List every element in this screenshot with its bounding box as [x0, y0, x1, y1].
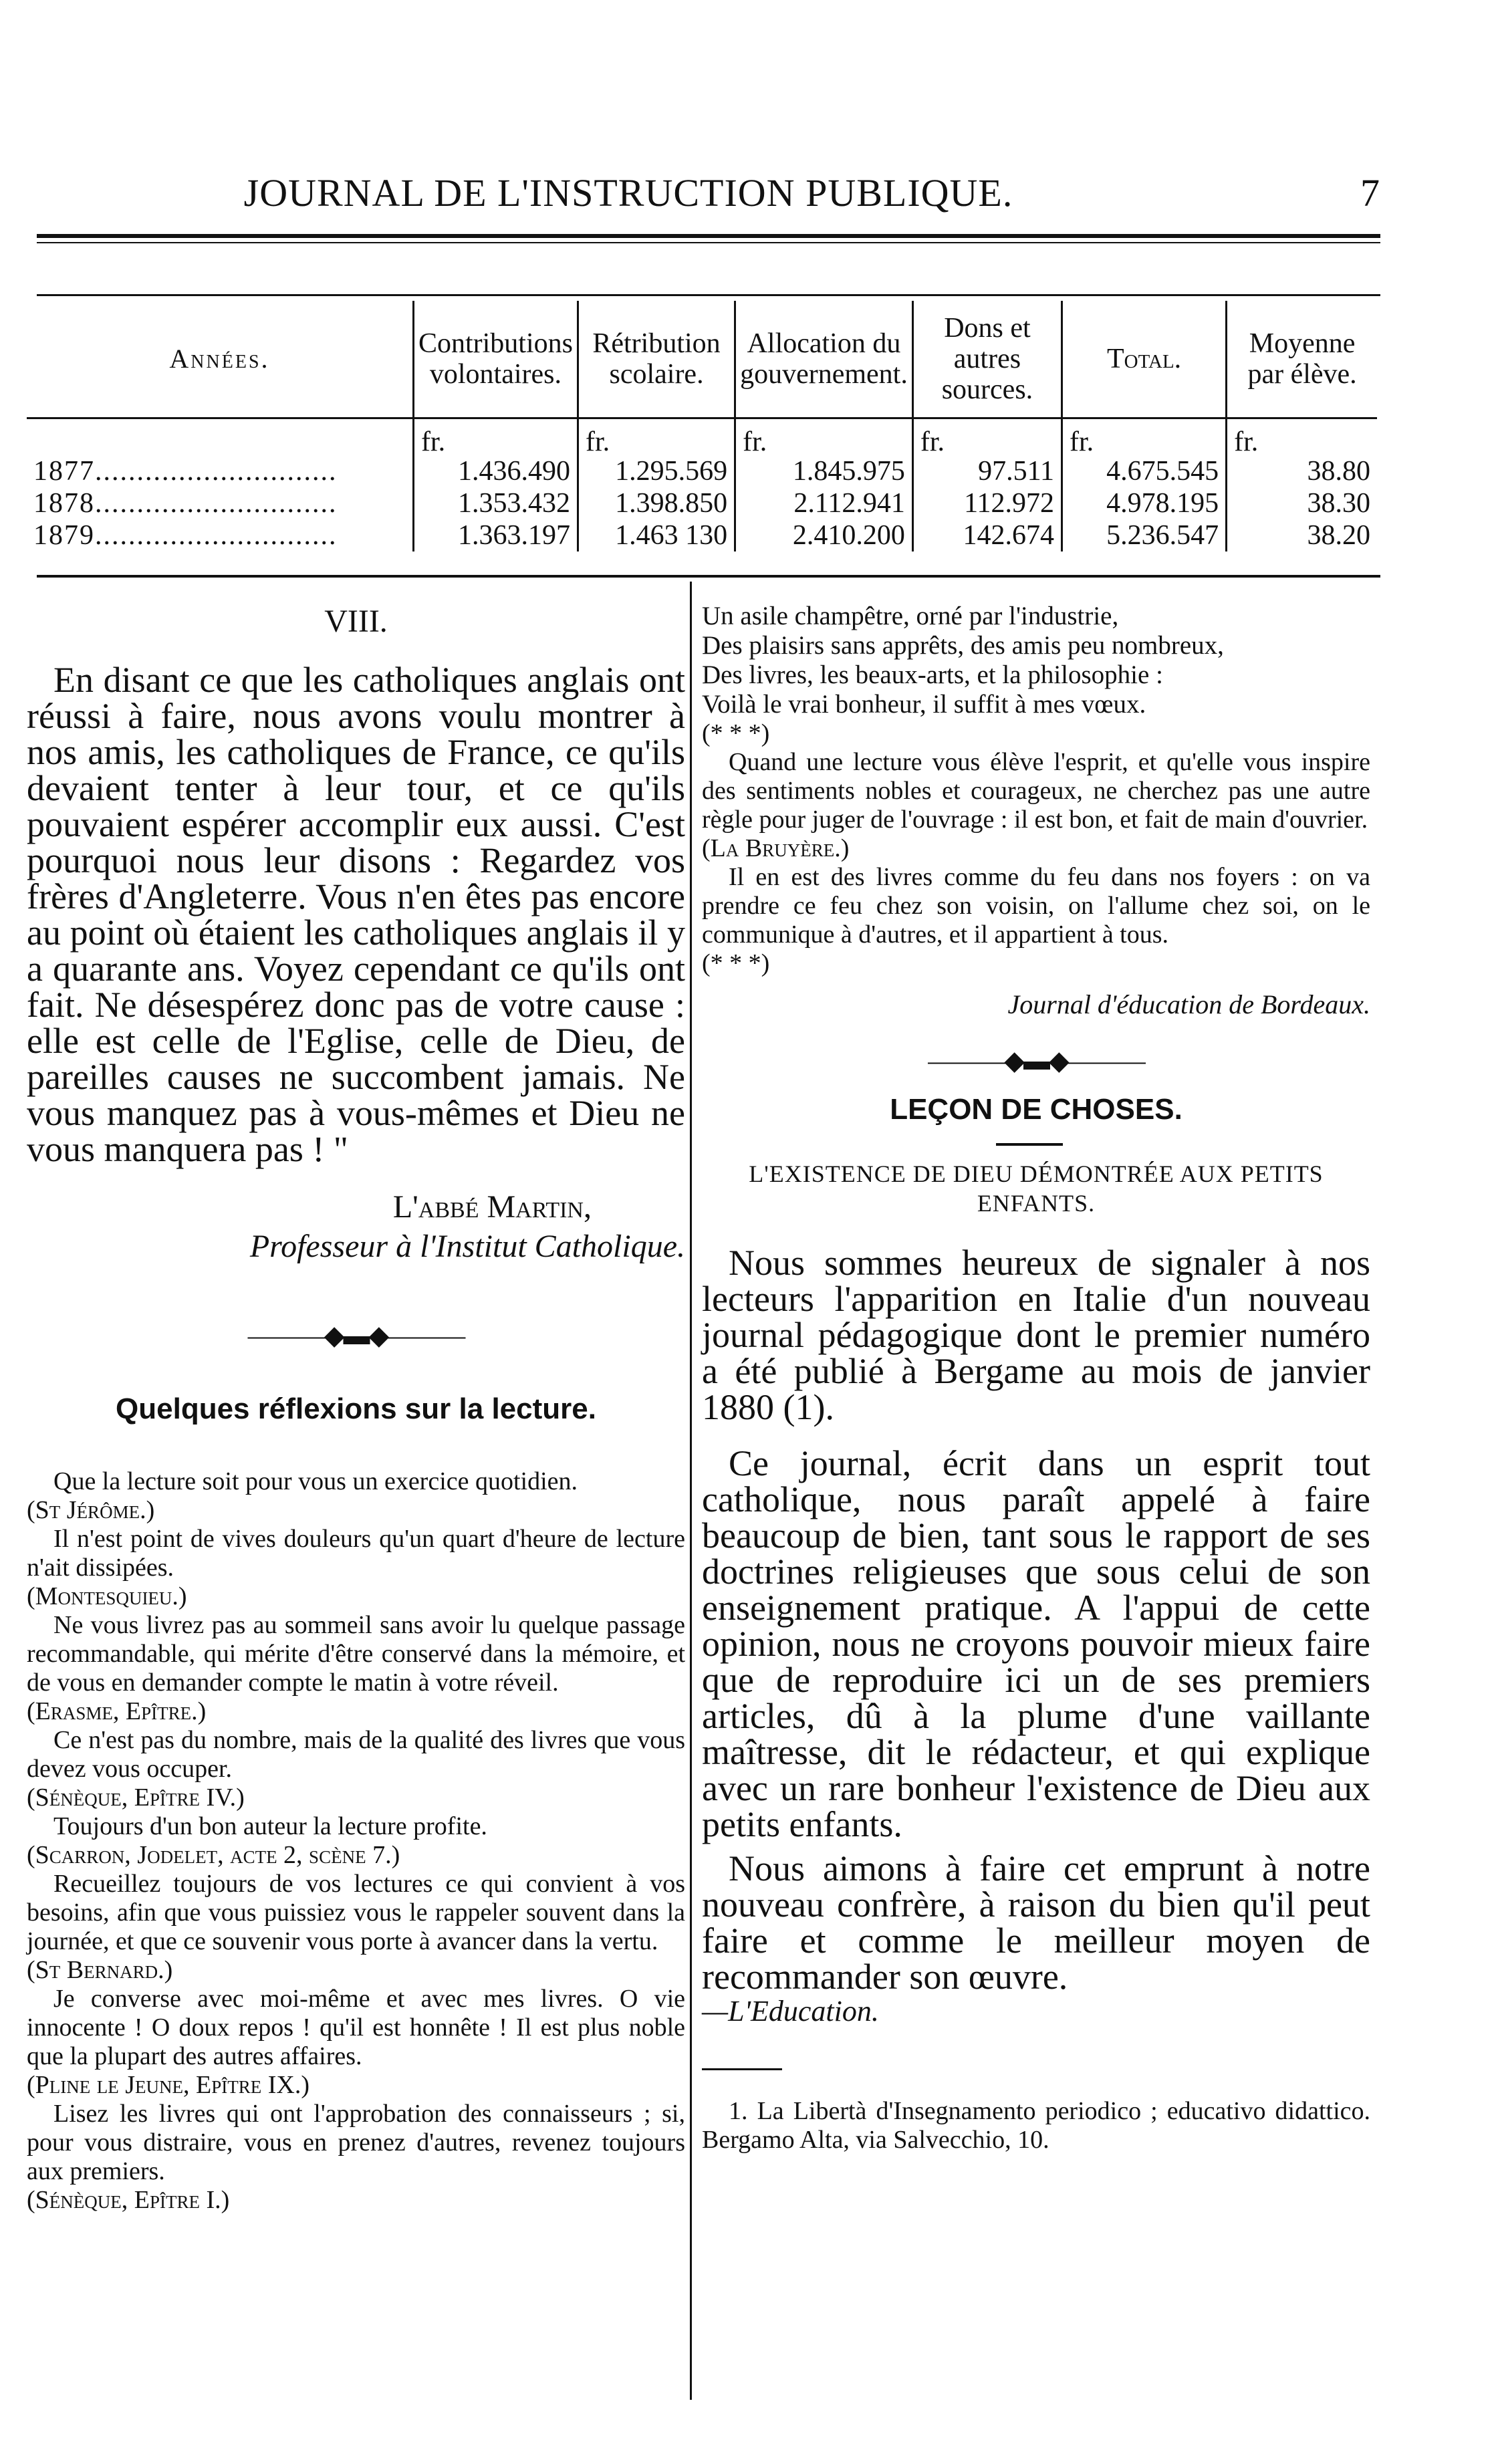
table-row: 1877............................. 1.436.490 1.295.569 1.845.975 97.511 4.675.545 38.80 [27, 455, 1377, 487]
col-header-dons: Dons et autres sources. [912, 301, 1062, 418]
unit-label: fr. [413, 418, 578, 455]
footnote-rule [702, 2068, 782, 2070]
quote-text: Ce n'est pas du nombre, mais de la qualité des livres que vous devez vous occuper. [27, 1726, 685, 1783]
cell-moyenne: 38.20 [1227, 519, 1377, 551]
cell-retrib: 1.463 130 [578, 519, 735, 551]
quote-source: (Erasme, Epître.) [27, 1697, 207, 1725]
right-column [702, 602, 1370, 2154]
header-rule-thin [37, 242, 1380, 243]
poem-line: Voilà le vrai bonheur, il suffit à mes vœux. [702, 690, 1146, 719]
quote-source: (Scarron, Jodelet, acte 2, scène 7.) [27, 1841, 400, 1869]
unit-label: fr. [1062, 418, 1227, 455]
quote-source: (St Bernard.) [27, 1956, 173, 1984]
year-cell: 1879 [33, 519, 95, 551]
quote-source: (St Jérôme.) [27, 1496, 155, 1524]
cell-total: 4.978.195 [1062, 487, 1227, 519]
statistics-table [27, 301, 1377, 551]
running-title: JOURNAL DE L'INSTRUCTION PUBLIQUE. [243, 171, 1013, 215]
poem-line: Des plaisirs sans apprêts, des amis peu nombreux, [702, 631, 1224, 660]
cell-dons: 97.511 [912, 455, 1062, 487]
section-heading: LEÇON DE CHOSES. [890, 1093, 1182, 1126]
footnote: 1. La Libertà d'Insegnamento periodico ; educativo didattico. Bergamo Alta, via Salvecchio, 10. [702, 2097, 1370, 2154]
poem-line: Des livres, les beaux-arts, et la philosophie : [702, 660, 1163, 689]
quote-text: Il en est des livres comme du feu dans nos foyers : on va prendre ce feu chez son voisin, on l'allume chez soi, on le communique à d'autres, et il appartient à tous. [702, 863, 1370, 949]
year-cell: 1877 [33, 455, 95, 487]
article-paragraph: Nous sommes heureux de signaler à nos lecteurs l'apparition en Italie d'un nouveau journal pédagogique dont le premier numéro a été publié à Bergame au mois de janvier 1880 (1). [702, 1243, 1370, 1427]
quote-text: Je converse avec moi-même et avec mes livres. O vie innocente ! O doux repos ! qu'il est honnête ! Il est plus noble que la plupart des autres affaires. [27, 1985, 685, 2070]
table-row: 1878............................. 1.353.432 1.398.850 2.112.941 112.972 4.978.195 38.30 [27, 487, 1377, 519]
cell-dons: 142.674 [912, 519, 1062, 551]
poem [702, 602, 1370, 719]
quote-text: Il n'est point de vives douleurs qu'un quart d'heure de lecture n'ait dissipées. [27, 1525, 685, 1582]
quote-source: (Sénèque, Epître IV.) [27, 1783, 245, 1812]
header-rule [37, 234, 1380, 238]
year-cell: 1878 [33, 487, 95, 519]
column-divider [690, 582, 692, 2400]
quote-source: (Sénèque, Epître I.) [27, 2186, 230, 2214]
quote-text: Ne vous livrez pas au sommeil sans avoir lu quelque passage recommandable, qui mérite d'être conservé dans la mémoire, et de vous en demander compte le matin à votre réveil. [27, 1611, 685, 1697]
cell-retrib: 1.398.850 [578, 487, 735, 519]
unit-label: fr. [578, 418, 735, 455]
quote-source: (* * *) [702, 949, 770, 977]
source-attribution: —L'Education. [702, 1995, 879, 2027]
section-number: VIII. [324, 604, 388, 639]
quote-source: (Montesquieu.) [27, 1582, 187, 1610]
cell-total: 4.675.545 [1062, 455, 1227, 487]
subheading: L'EXISTENCE DE DIEU DÉMONTRÉE AUX PETITS ENFANTS. [749, 1160, 1324, 1217]
poem-line: Un asile champêtre, orné par l'industrie, [702, 602, 1119, 630]
cell-contrib: 1.436.490 [413, 455, 578, 487]
col-header-retribution: Rétribution scolaire. [578, 301, 735, 418]
table-top-rule [37, 294, 1380, 296]
cell-moyenne: 38.30 [1227, 487, 1377, 519]
quote-source: (* * *) [702, 719, 770, 747]
quote-text: Quand une lecture vous élève l'esprit, et qu'elle vous inspire des sentiments nobles et courageux, ne cherchez pas une autre règle pour juger de l'ouvrage : il est bon, et fait de main d'ouvrier. [702, 748, 1370, 834]
quote-source: (Pline le Jeune, Epître IX.) [27, 2071, 309, 2099]
col-header-contributions: Contributions volontaires. [413, 301, 578, 418]
col-header-total: Total. [1062, 301, 1227, 418]
quote-source: (La Bruyère.) [702, 834, 850, 862]
article-paragraph: En disant ce que les catholiques anglais ont réussi à faire, nous avons voulu montrer à nos amis, les catholiques de France, ce qu'ils devaient tenter à leur tour, et ce qu'ils pouvaient espérer accomplir eux aussi. C'est pourquoi nous leur disons : Regardez vos frères d'Angleterre. Vous n'en êtes pas encore au point où étaient les catholiques anglais il y a quarante ans. Voyez cependant ce qu'ils ont fait. Ne désespérez donc pas de votre cause : elle est celle de l'Eglise, celle de Dieu, de pareilles causes ne succombent jamais. Ne vous manquez pas à vous-mêmes et Dieu ne vous manquera pas ! " [27, 660, 685, 1169]
signature: L'abbé Martin, [392, 1189, 592, 1225]
quotes-list [27, 1467, 685, 2215]
unit-label: fr. [1227, 418, 1377, 455]
article-paragraph: Ce journal, écrit dans un esprit tout catholique, nous paraît appelé à faire beaucoup de bien, tant sous le rapport de ses doctrines religieuses que sous celui de son enseignement pratique. A l'appui de cette opinion, nous ne croyons pouvoir mieux faire que de reproduire ici un de ses premiers articles, dû à la plume d'une vaillante maîtresse, dit le rédacteur, et qui explique avec un rare bonheur l'existence de Dieu aux petits enfants. [702, 1443, 1370, 1844]
left-column [27, 602, 685, 2215]
quote-text: Toujours d'un bon auteur la lecture profite. [53, 1812, 487, 1840]
cell-retrib: 1.295.569 [578, 455, 735, 487]
heading-rule [996, 1143, 1063, 1146]
cell-alloc: 2.410.200 [735, 519, 913, 551]
quote-text: Lisez les livres qui ont l'approbation des connaisseurs ; si, pour vous distraire, vous en prenez d'autres, revenez toujours aux premiers. [27, 2100, 685, 2185]
cell-contrib: 1.363.197 [413, 519, 578, 551]
ornament-divider: ———◆▬◆——— [928, 1045, 1144, 1076]
article-paragraph: Nous aimons à faire cet emprunt à notre nouveau confrère, à raison du bien qu'il peut faire et comme le meilleur moyen de recommander son œuvre. [702, 1848, 1370, 1997]
col-header-annees: Années. [169, 343, 270, 374]
quote-text: Recueillez toujours de vos lectures ce qui convient à vos besoins, afin que vous puissiez vous le rappeler souvent dans la journée, et que ce souvenir vous porte à avancer dans la vertu. [27, 1870, 685, 1955]
signature-title: Professeur à l'Institut Catholique. [249, 1229, 685, 1264]
cell-dons: 112.972 [912, 487, 1062, 519]
table-bottom-rule [37, 575, 1380, 578]
col-header-allocation: Allocation du gouvernement. [735, 301, 913, 418]
cell-total: 5.236.547 [1062, 519, 1227, 551]
source-attribution: Journal d'éducation de Bordeaux. [1007, 989, 1370, 1019]
cell-contrib: 1.353.432 [413, 487, 578, 519]
cell-alloc: 2.112.941 [735, 487, 913, 519]
cell-moyenne: 38.80 [1227, 455, 1377, 487]
page-number: 7 [1360, 171, 1380, 215]
section-heading: Quelques réflexions sur la lecture. [116, 1392, 596, 1425]
unit-label: fr. [912, 418, 1062, 455]
cell-alloc: 1.845.975 [735, 455, 913, 487]
col-header-moyenne: Moyenne par élève. [1227, 301, 1377, 418]
unit-label: fr. [735, 418, 913, 455]
table-row: 1879............................. 1.363.197 1.463 130 2.410.200 142.674 5.236.547 38.20 [27, 519, 1377, 551]
quote-text: Que la lecture soit pour vous un exercice quotidien. [53, 1467, 578, 1495]
ornament-divider: ———◆▬◆——— [247, 1320, 465, 1350]
